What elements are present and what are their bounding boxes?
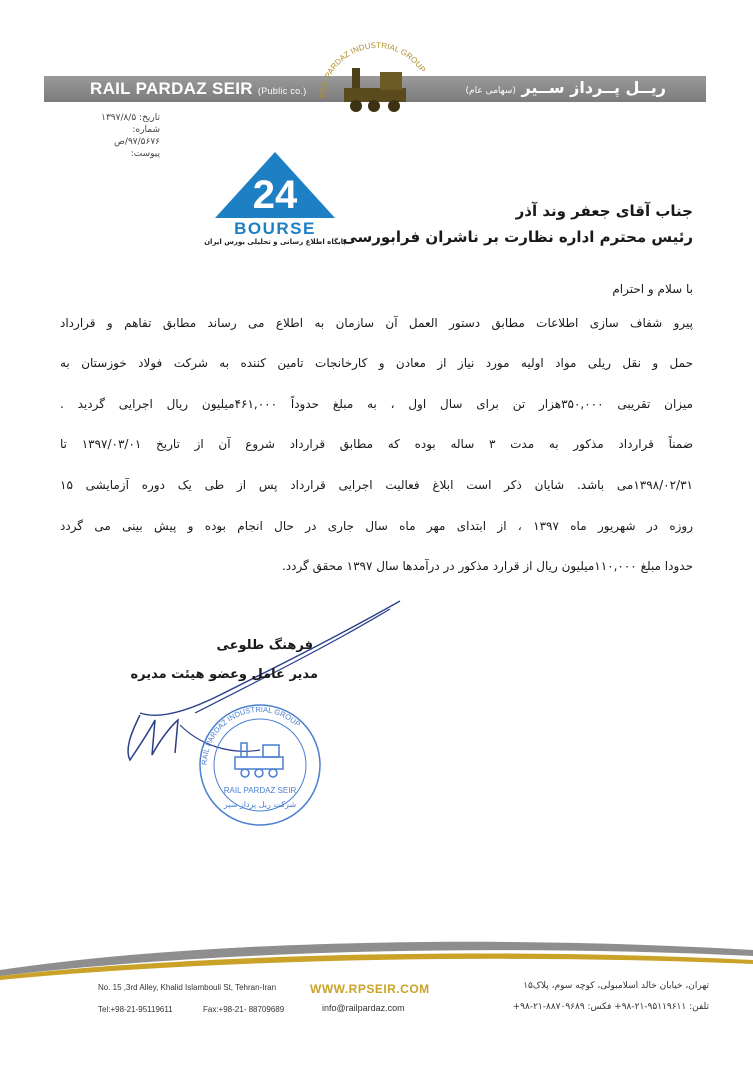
company-stamp (195, 695, 325, 835)
body-line: روزه در شهریور ماه ۱۳۹۷ ، از ابتدای مهر ماه سال جاری در حال انجام بوده و پیش بینی می گردد (60, 519, 693, 533)
addressee-name: جناب آقای جعفر وند آذر (515, 202, 693, 220)
company-name-en: RAIL PARDAZ SEIR (Public co.) (90, 79, 307, 98)
footer-phone-fa: تلفن: ۹۵۱۱۹۶۱۱-۲۱-۹۸+ فکس: ۸۸۷۰۹۶۸۹-۲۱-۹۸+ (512, 1002, 709, 1012)
greeting: با سلام و احترام (612, 282, 693, 296)
footer-fax-en: Fax:+98-21- 88709689 (203, 1005, 285, 1014)
stamp-en-text: RAIL PARDAZ SEIR (223, 786, 297, 795)
footer-address-fa: تهران، خیابان خالد اسلامبولی، کوچه سوم، پلاک۱۵ (523, 981, 709, 991)
letter-number: شماره: ۹۷/۵۶۷۶/ص (114, 125, 160, 147)
signer-name: فرهنگ طلوعی (216, 638, 313, 653)
signer-title: مدیر عامل وعضو هیئت مدیره (130, 667, 318, 682)
body-line: ۱۳۹۸/۰۲/۳۱می باشد. شایان ذکر است ابلاغ فعالیت اجرایی قرارداد پس از طی یک دوره آزمایشی ۱۵ (60, 478, 693, 492)
bourse-logo-text: BOURSE (234, 219, 316, 238)
letter-date: تاریخ: ۱۳۹۷/۸/۵ (101, 113, 160, 123)
footer-email: info@railpardaz.com (322, 1003, 405, 1013)
emblem-arc-text: RAIL PARDAZ INDUSTRIAL GROUP (317, 40, 428, 99)
letter-meta (100, 112, 160, 160)
locomotive-icon (344, 68, 406, 112)
stamp-arc-text: RAIL PARDAZ INDUSTRIAL GROUP (199, 704, 303, 766)
stamp-fa-text: شرکت ریل پرداز سیر (223, 800, 297, 809)
stamp-locomotive-icon (235, 743, 283, 777)
addressee-title: رئیس محترم اداره نظارت بر ناشران فرابورسی (342, 228, 693, 246)
company-emblem (310, 28, 440, 118)
footer-address-en: No. 15 ,3rd Alley, Khalid Islambouli St, Tehran-Iran (98, 983, 277, 992)
body-line: پیرو شفاف سازی اطلاعات مطابق دستور العمل آن سازمان به اطلاع می رساند مطابق تفاهم و قرارداد (60, 316, 693, 330)
footer-website: WWW.RPSEIR.COM (310, 982, 430, 996)
letter-attachment: پیوست: (130, 149, 160, 159)
footer-phone-en: Tel:+98-21-95119611 (98, 1005, 173, 1014)
body-line: میزان تقریبی ۳۵۰,۰۰۰هزار تن برای سال اول ، به مبلغ حدوداً ۴۶۱,۰۰۰میلیون ریال اجرایی گردید . (60, 397, 693, 411)
company-name-fa: ریــل پــرداز ســیر (سهامی عام) (465, 78, 666, 97)
svg-text:24: 24 (252, 173, 298, 217)
body-line: ضمناً قرارداد مذکور به مدت ۳ ساله بوده که مطابق قرارداد شروع آن از تاریخ ۱۳۹۷/۰۳/۰۱ تا (60, 437, 694, 451)
body-line: حمل و نقل ریلی مواد اولیه مورد نیاز از معادن و کارخانجات تامین کننده به شرکت فولاد خوزستان به (60, 356, 693, 370)
body-line: حدودا مبلغ ۱۱۰,۰۰۰میلیون ریال از قرارد مذکور در درآمدها سال ۱۳۹۷ محقق گردد. (281, 559, 693, 573)
bourse-subtitle: پایگاه اطلاع رسانی و تحلیلی بورس ایران (204, 238, 346, 246)
footer-wave (0, 930, 753, 980)
